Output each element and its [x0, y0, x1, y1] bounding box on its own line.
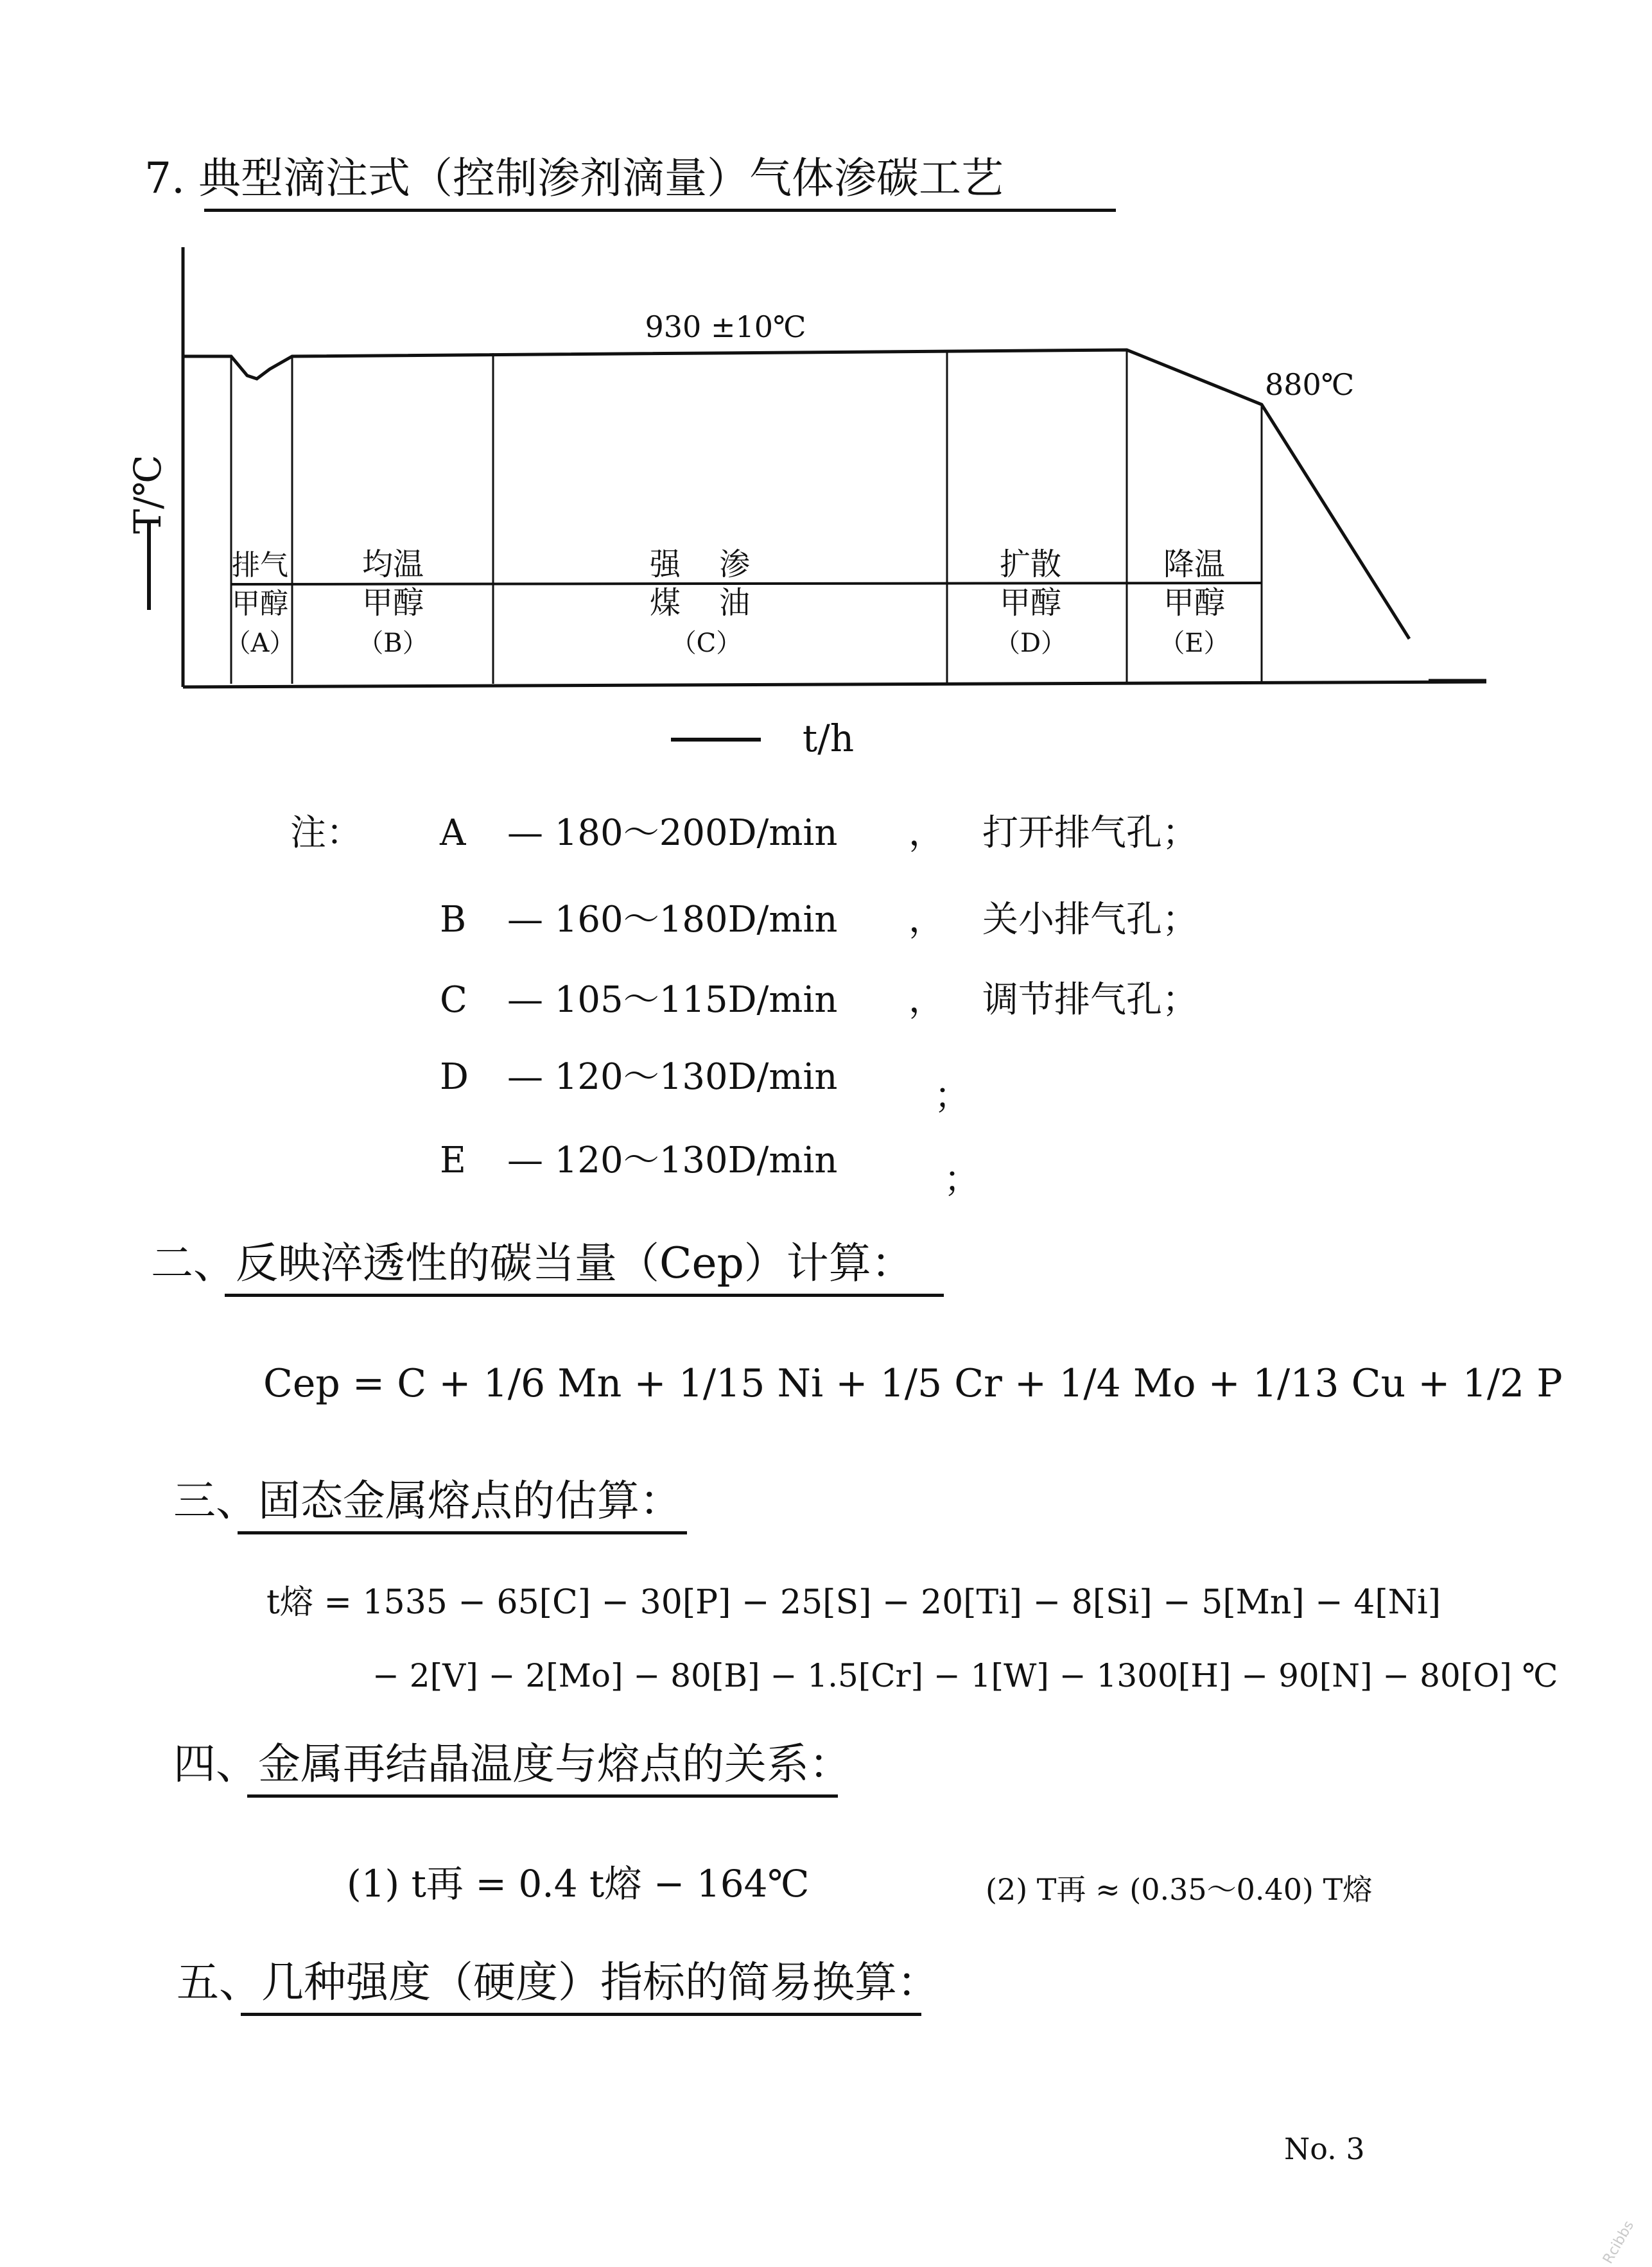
- stage-e-medium: 甲醇: [1163, 585, 1226, 621]
- section4-title: 四、金属再结晶温度与熔点的关系：: [173, 1739, 851, 1789]
- stage-e-code: （E）: [1159, 629, 1230, 658]
- note-d-sep: ；: [934, 1075, 970, 1117]
- note-b-action: 关小排气孔；: [982, 899, 1198, 941]
- section3-underline: [238, 1531, 687, 1534]
- section1-underline: [204, 209, 1116, 212]
- section3-formula-line2: − 2[V] − 2[Mo] − 80[B] − 1.5[Cr] − 1[W] − 1300[H] − 90[N] − 80[O] ℃: [372, 1657, 1558, 1694]
- note-a-action: 打开排气孔；: [982, 812, 1198, 854]
- note-c-key: C: [440, 979, 467, 1021]
- note-b-sep: ，: [909, 899, 944, 941]
- section2-underline: [225, 1294, 944, 1297]
- stage-e-name: 降温: [1163, 546, 1226, 582]
- section4-formula-2: (2) T再 ≈ (0.35～0.40) T熔: [986, 1872, 1373, 1907]
- note-c-sep: ，: [909, 979, 944, 1021]
- y-axis-label: T/℃: [126, 455, 170, 534]
- notes-label: 注：: [290, 812, 362, 854]
- note-a-sep: ，: [909, 812, 944, 854]
- stage-c-code: （C）: [670, 629, 742, 658]
- stage-b-name: 均温: [361, 546, 424, 582]
- stage-d-code: （D）: [994, 629, 1067, 658]
- section4-underline: [247, 1794, 838, 1798]
- section5-underline: [241, 2013, 921, 2016]
- x-axis: [183, 682, 1486, 687]
- section3-title: 三、固态金属熔点的估算：: [173, 1476, 682, 1525]
- stage-c-name: 强渗: [649, 546, 789, 582]
- stage-a-name: 排气: [232, 549, 288, 582]
- stage-b-medium: 甲醇: [361, 585, 424, 621]
- stage-c-medium: 煤油: [649, 585, 789, 621]
- stage-a-code: （A）: [225, 629, 295, 658]
- section2-formula: Cep = C + 1/6 Mn + 1/15 Ni + 1/5 Cr + 1/4 Mo + 1/13 Cu + 1/2 P: [263, 1361, 1563, 1406]
- note-c-rate: — 105～115D/min: [507, 979, 838, 1021]
- note-d-key: D: [440, 1056, 469, 1098]
- section1-title: 7. 典型滴注式（控制渗剂滴量）气体渗碳工艺: [144, 153, 1004, 203]
- stage-b-code: （B）: [358, 629, 428, 658]
- watermark: Rcibbs: [1600, 2218, 1638, 2267]
- stage-d-medium: 甲醇: [999, 585, 1062, 621]
- note-b-key: B: [440, 899, 467, 941]
- note-e-sep: ；: [944, 1159, 980, 1201]
- note-a-key: A: [440, 812, 466, 854]
- note-b-rate: — 160～180D/min: [507, 899, 838, 941]
- note-e-rate: — 120～130D/min: [507, 1140, 838, 1181]
- note-a-rate: — 180～200D/min: [507, 812, 838, 854]
- temp-end-label: 880℃: [1265, 367, 1355, 402]
- note-c-action: 调节排气孔；: [982, 979, 1198, 1021]
- stage-d-name: 扩散: [999, 546, 1062, 582]
- section5-title: 五、几种强度（硬度）指标的简易换算：: [177, 1958, 939, 2007]
- x-axis-label: t/h: [802, 717, 855, 760]
- section3-formula-line1: t熔 = 1535 − 65[C] − 30[P] − 25[S] − 20[Ti] − 8[Si] − 5[Mn] − 4[Ni]: [266, 1583, 1441, 1622]
- note-d-rate: — 120～130D/min: [507, 1056, 838, 1098]
- page-number: No. 3: [1284, 2132, 1365, 2166]
- carburizing-process-diagram: [0, 218, 1652, 1008]
- temp-main-label: 930 ±10℃: [645, 309, 806, 344]
- section2-title: 二、反映淬透性的碳当量（Cep）计算：: [151, 1238, 914, 1288]
- stage-a-medium: 甲醇: [232, 587, 288, 620]
- section4-formula-1: (1) t再 = 0.4 t熔 − 164℃: [347, 1862, 810, 1906]
- note-e-key: E: [440, 1140, 466, 1181]
- stage-divider: [231, 583, 1262, 584]
